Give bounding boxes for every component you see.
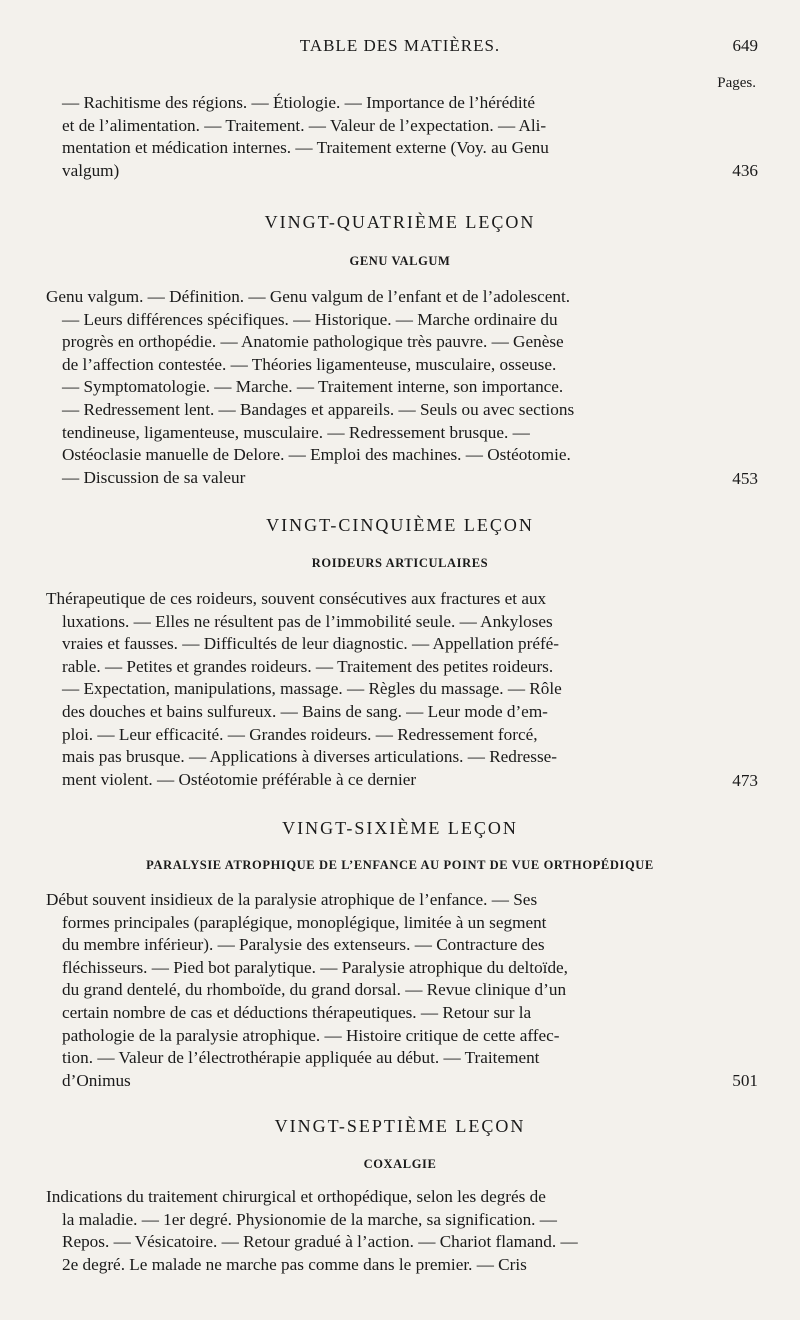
entry-line: du membre inférieur). — Paralysie des extenseurs. — Contracture des	[62, 935, 545, 955]
lesson-title: VINGT-QUATRIÈME LEÇON	[264, 212, 536, 232]
entry-line: la maladie. — 1er degré. Physionomie de la marche, sa signification. —	[62, 1209, 557, 1229]
entry-line: rable. — Petites et grandes roideurs. — Traitement des petites roideurs.	[62, 656, 554, 676]
lesson-body	[46, 1186, 712, 1276]
lesson-subtitle: COXALGIE	[363, 1157, 437, 1171]
lesson-body	[46, 286, 712, 489]
entry-line: tion. — Valeur de l’électrothérapie appliquée au début. — Traitement	[62, 1048, 540, 1068]
header-page-number: 649	[732, 36, 758, 55]
entry-line: — Expectation, manipulations, massage. — Règles du massage. — Rôle	[62, 679, 562, 699]
entry-last-line: ment violent. — Ostéotomie préférable à ce dernier	[62, 769, 417, 789]
lesson-subtitle: GENU VALGUM	[349, 254, 451, 268]
entry-line: — Leurs différences spécifiques. — Historique. — Marche ordinaire du	[62, 309, 558, 329]
entry-line: Ostéoclasie manuelle de Delore. — Emploi des machines. — Ostéotomie.	[62, 445, 571, 465]
intro-entry	[46, 92, 712, 182]
entry-line: progrès en orthopédie. — Anatomie pathologique très pauvre. — Genèse	[62, 332, 564, 352]
entry-line: formes principales (paraplégique, monoplégique, limitée à un segment	[62, 912, 547, 932]
lesson-title: VINGT-SEPTIÈME LEÇON	[274, 1116, 526, 1136]
entry-line: — Rachitisme des régions. — Étiologie. — Importance de l’hérédité	[62, 93, 536, 112]
entry-last-line: valgum)	[62, 160, 120, 180]
entry-line: Genu valgum. — Définition. — Genu valgum de l’enfant et de l’adolescent.	[46, 287, 571, 306]
header-title: TABLE DES MATIÈRES.	[299, 36, 501, 55]
entry-line: Indications du traitement chirurgical et orthopédique, selon les degrés de	[46, 1187, 546, 1206]
entry-line: mentation et médication internes. — Traitement externe (Voy. au Genu	[62, 138, 549, 158]
entry-line: de l’affection contestée. — Théories ligamenteuse, musculaire, osseuse.	[62, 354, 557, 374]
entry-line: tendineuse, ligamenteuse, musculaire. — Redressement brusque. —	[62, 422, 530, 442]
entry-line: des douches et bains sulfureux. — Bains de sang. — Leur mode d’em-	[62, 701, 548, 721]
entry-page-ref: 501	[732, 1071, 758, 1090]
entry-line: Thérapeutique de ces roideurs, souvent consécutives aux fractures et aux	[46, 589, 547, 608]
running-header	[0, 36, 800, 62]
entry-page-ref: 453	[732, 469, 758, 488]
lesson-body	[46, 889, 712, 1092]
entry-line: luxations. — Elles ne résultent pas de l’immobilité seule. — Ankyloses	[62, 611, 553, 631]
entry-line: ploi. — Leur efficacité. — Grandes roideurs. — Redressement forcé,	[62, 724, 538, 744]
entry-line: pathologie de la paralysie atrophique. — Histoire critique de cette affec-	[62, 1025, 560, 1045]
entry-page-ref: 436	[732, 161, 758, 180]
lesson-subtitle: ROIDEURS ARTICULAIRES	[311, 556, 489, 570]
entry-line: — Symptomatologie. — Marche. — Traitement interne, son importance.	[62, 377, 564, 397]
entry-line: — Redressement lent. — Bandages et appareils. — Seuls ou avec sections	[62, 399, 575, 419]
entry-line: fléchisseurs. — Pied bot paralytique. — Paralysie atrophique du deltoïde,	[62, 957, 568, 977]
entry-line: du grand dentelé, du rhomboïde, du grand dorsal. — Revue clinique d’un	[62, 980, 567, 1000]
lesson-subtitle: PARALYSIE ATROPHIQUE DE L’ENFANCE AU POINT DE VUE ORTHOPÉDIQUE	[146, 858, 654, 872]
entry-line: vraies et fausses. — Difficultés de leur diagnostic. — Appellation préfé-	[62, 634, 560, 654]
entry-line: Début souvent insidieux de la paralysie atrophique de l’enfance. — Ses	[46, 890, 538, 909]
entry-last-line: d’Onimus	[62, 1070, 131, 1090]
entry-line: certain nombre de cas et déductions thérapeutiques. — Retour sur la	[62, 1002, 532, 1022]
entry-page-ref: 473	[732, 771, 758, 790]
lesson-title: VINGT-CINQUIÈME LEÇON	[266, 515, 534, 535]
entry-line: et de l’alimentation. — Traitement. — Valeur de l’expectation. — Ali-	[62, 115, 547, 135]
pages-column-label: Pages.	[717, 75, 756, 91]
entry-last-line: — Discussion de sa valeur	[62, 467, 246, 487]
entry-line: 2e degré. Le malade ne marche pas comme dans le premier. — Cris	[62, 1254, 527, 1274]
entry-line: Repos. — Vésicatoire. — Retour gradué à l’action. — Chariot flamand. —	[62, 1232, 578, 1252]
lesson-body	[46, 588, 712, 791]
entry-line: mais pas brusque. — Applications à diverses articulations. — Redresse-	[62, 747, 557, 767]
lesson-title: VINGT-SIXIÈME LEÇON	[282, 818, 518, 838]
